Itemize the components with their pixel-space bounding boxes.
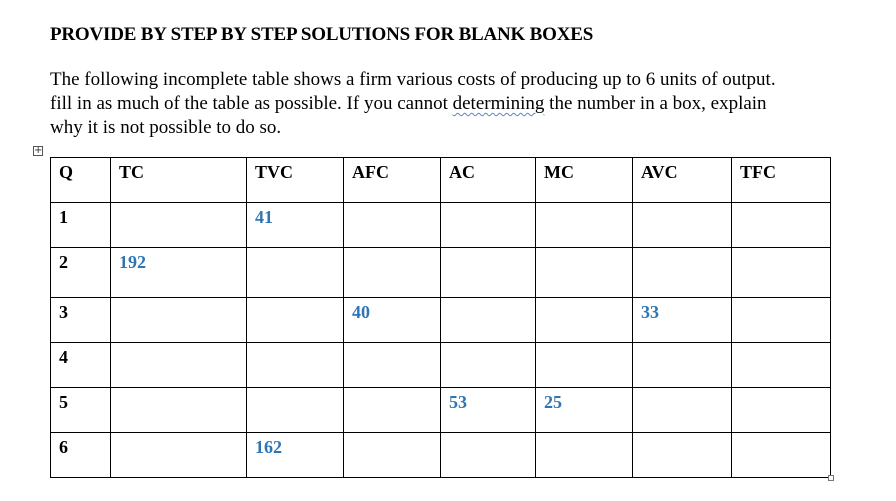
table-row <box>51 298 831 343</box>
instructions-paragraph <box>50 68 850 140</box>
cell-ac[interactable] <box>441 343 536 388</box>
instructions-line-1: The following incomplete table shows a firm various costs of producing up to 6 units of output. <box>50 69 776 90</box>
cell-tc[interactable] <box>111 203 247 248</box>
cell-tfc[interactable] <box>732 343 831 388</box>
cell-ac[interactable]: 53 <box>441 388 536 433</box>
instructions-line-2 <box>50 92 850 116</box>
move-table-icon[interactable]: + <box>34 145 43 156</box>
cell-avc[interactable] <box>633 203 732 248</box>
instructions-line-3: why it is not possible to do so. <box>50 117 282 138</box>
cell-mc[interactable] <box>536 248 633 298</box>
header-afc: AFC <box>344 158 441 203</box>
cell-avc[interactable] <box>633 433 732 478</box>
cell-mc[interactable]: 25 <box>536 388 633 433</box>
cell-afc[interactable]: 40 <box>344 298 441 343</box>
cell-tc[interactable] <box>111 343 247 388</box>
header-q: Q <box>51 158 111 203</box>
cell-tfc[interactable] <box>732 248 831 298</box>
table-row <box>51 343 831 388</box>
resize-table-icon[interactable] <box>828 475 834 481</box>
header-avc: AVC <box>633 158 732 203</box>
cell-tvc[interactable] <box>247 248 344 298</box>
cell-q[interactable]: 4 <box>51 343 111 388</box>
cell-mc[interactable] <box>536 203 633 248</box>
cell-tc[interactable] <box>111 298 247 343</box>
header-tc: TC <box>111 158 247 203</box>
spelling-flagged-word[interactable]: determining <box>452 93 545 114</box>
cell-avc[interactable] <box>633 343 732 388</box>
cell-avc[interactable] <box>633 388 732 433</box>
cell-tvc[interactable] <box>247 298 344 343</box>
table-header-row <box>51 158 831 203</box>
cell-tvc[interactable]: 162 <box>247 433 344 478</box>
page-heading: PROVIDE BY STEP BY STEP SOLUTIONS FOR BLANK BOXES <box>50 24 594 45</box>
cell-tfc[interactable] <box>732 433 831 478</box>
cell-ac[interactable] <box>441 248 536 298</box>
cell-afc[interactable] <box>344 248 441 298</box>
cell-tc[interactable]: 192 <box>111 248 247 298</box>
cell-tfc[interactable] <box>732 298 831 343</box>
cell-tfc[interactable] <box>732 203 831 248</box>
cell-mc[interactable] <box>536 298 633 343</box>
cell-afc[interactable] <box>344 433 441 478</box>
cell-tc[interactable] <box>111 388 247 433</box>
cell-avc[interactable] <box>633 248 732 298</box>
cell-ac[interactable] <box>441 433 536 478</box>
cell-avc[interactable]: 33 <box>633 298 732 343</box>
cell-ac[interactable] <box>441 298 536 343</box>
cell-q[interactable]: 1 <box>51 203 111 248</box>
cell-ac[interactable] <box>441 203 536 248</box>
cell-tfc[interactable] <box>732 388 831 433</box>
cell-tc[interactable] <box>111 433 247 478</box>
cell-afc[interactable] <box>344 203 441 248</box>
header-ac: AC <box>441 158 536 203</box>
instructions-line-2-end: the number in a box, explain <box>544 93 767 114</box>
cell-afc[interactable] <box>344 343 441 388</box>
instructions-line-2-start: fill in as much of the table as possible. If you cannot <box>50 93 453 114</box>
cell-tvc[interactable] <box>247 343 344 388</box>
cell-q[interactable]: 2 <box>51 248 111 298</box>
cost-table <box>50 157 831 478</box>
header-tvc: TVC <box>247 158 344 203</box>
cell-q[interactable]: 3 <box>51 298 111 343</box>
table-row <box>51 248 831 298</box>
table-row <box>51 203 831 248</box>
table-row <box>51 388 831 433</box>
cell-mc[interactable] <box>536 343 633 388</box>
cell-tvc[interactable]: 41 <box>247 203 344 248</box>
cell-q[interactable]: 6 <box>51 433 111 478</box>
cell-q[interactable]: 5 <box>51 388 111 433</box>
header-mc: MC <box>536 158 633 203</box>
header-tfc: TFC <box>732 158 831 203</box>
table-row <box>51 433 831 478</box>
cell-mc[interactable] <box>536 433 633 478</box>
cell-afc[interactable] <box>344 388 441 433</box>
cell-tvc[interactable] <box>247 388 344 433</box>
